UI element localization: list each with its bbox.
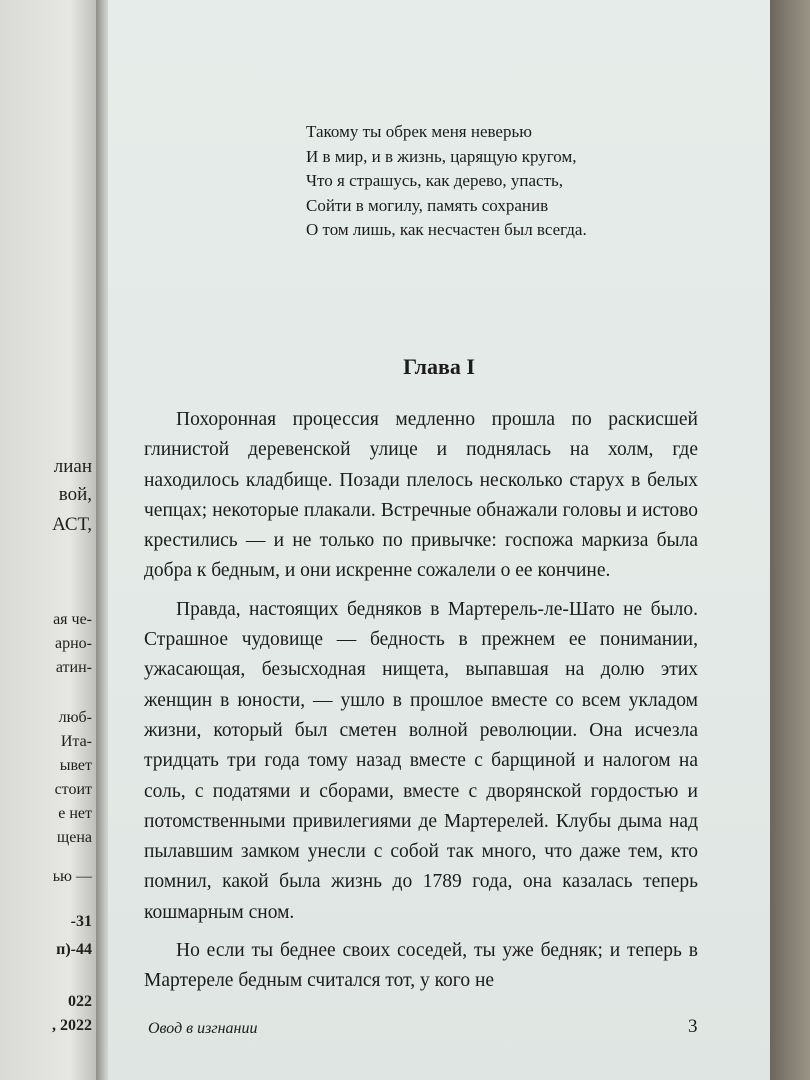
chapter-body [144,405,698,1005]
left-page-fragment: ая че- [53,611,92,628]
left-page-fragment: арно- [55,635,92,652]
epigraph-line: И в мир, и в жизнь, царящую кругом, [306,146,577,166]
left-page-fragment: е нет [58,805,92,822]
left-page [0,0,100,1080]
epigraph-line: О том лишь, как несчастен был всегда. [306,220,587,239]
epigraph [306,120,587,243]
table-surface [770,0,810,1080]
paragraph: Но если ты беднее своих соседей, ты уже бедняк; и теперь в Мартереле бедным считался тот, у кого не [144,940,698,992]
left-page-fragment: лиан [53,456,92,477]
epigraph-line: Что я страшусь, как дерево, упасть, [306,171,564,190]
left-page-fragment: Ита- [60,733,92,750]
paragraph: Правда, настоящих бедняков в Мартерель-ле-Шато не было. Страшное чудовище — бедность в прежнем ее понимании, ужасающая, безысходная нищета, выпавшая на долю этих женщин в юности, — ушло в прошлое вместе со всем укладом жизни, который был сметен волной революции. Она исчезла тридцать три года тому назад вместе с барщиной и налогом на соль, с податями и сборами, вместе с дворянской гордостью и потомственными привилегиями де Мартерелей. Клубы дыма над пылавшим замком унесли с собой так много, что даже тем, кто помнил, какой была жизнь до 1789 года, она казалась теперь кошмарным сном. [144,598,698,923]
left-page-fragment: щена [56,829,92,846]
left-page-fragment: ывет [59,757,92,774]
left-page-fragment: -31 [70,913,92,930]
right-page [108,0,770,1080]
left-page-fragment: , 2022 [52,1017,92,1034]
left-page-fragment: 022 [68,993,92,1010]
left-page-fragment: вой, [58,484,92,505]
left-page-fragment: ью — [52,868,92,885]
left-page-fragment: атин- [55,659,92,676]
chapter-title: Глава I [403,354,475,379]
left-page-fragment: люб- [58,709,92,726]
running-footer-title: Овод в изгнании [148,1020,258,1037]
left-page-fragment: стоит [54,781,92,798]
paragraph: Похоронная процессия медленно прошла по раскисшей глинистой деревенской улице и поднялась на холм, где находилось кладбище. Позади плелось несколько старух в белых чепцах; некоторые плакали. Встречные обнажали головы и истово крестились — и не только по привычке: госпожа маркиза была добра к бедным, и они искренне сожалели о ее кончине. [144,409,698,582]
page-number: 3 [688,1016,698,1037]
left-page-fragment: п)-44 [56,941,92,958]
epigraph-line: Сойти в могилу, память сохранив [306,195,549,215]
left-page-fragment: АСТ, [52,514,92,535]
epigraph-line: Такому ты обрек меня неверью [306,122,532,141]
